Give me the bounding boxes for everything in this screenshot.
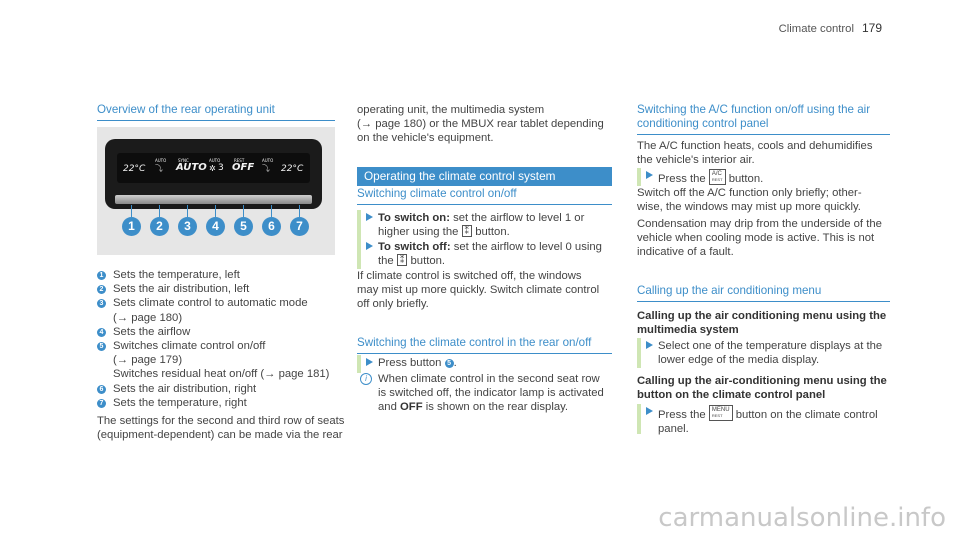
sub-heading-block <box>357 187 612 205</box>
rest-label: REST <box>234 158 245 163</box>
subheading-line: Calling up the air-conditioning menu using the <box>637 375 887 387</box>
step-press-menu <box>637 405 898 436</box>
mist-paragraph <box>357 269 617 312</box>
callout-number-6: 6 <box>262 217 281 236</box>
step-arrow-icon <box>646 407 653 415</box>
overview-heading-block <box>97 103 335 121</box>
step-text: button. <box>410 255 446 268</box>
paragraph-line: operating unit, the multimedia system <box>357 104 545 116</box>
item-number: 7 <box>97 399 106 408</box>
step-text: button. <box>475 226 510 239</box>
auto-small-label-3: AUTO <box>262 158 274 163</box>
heading-line: conditioning control panel <box>637 117 769 130</box>
step-press-button: Press button 5 . <box>357 356 618 370</box>
paragraph-line: Condensation may drip from the underside of the <box>637 218 882 230</box>
key-bottom-label: REST <box>711 413 723 418</box>
item-number: 1 <box>97 271 106 280</box>
callout-number-1: 1 <box>122 217 141 236</box>
callout-number-7: 7 <box>290 217 309 236</box>
legend-list <box>97 268 347 442</box>
step-arrow-icon <box>366 213 373 221</box>
step-text: Press the <box>658 173 706 185</box>
key-bottom-label: REST <box>711 177 723 182</box>
footer-watermark <box>0 503 960 533</box>
item-text: Sets the temperature, left <box>113 269 240 281</box>
fan-level-readout: 3 <box>218 163 224 173</box>
step-label: To switch off: <box>378 241 451 253</box>
paragraph-line: indicative of a fault. <box>637 246 734 259</box>
paragraph-line: vehicle when cooling mode is active. This is not <box>637 232 875 245</box>
item-number: 6 <box>97 385 106 394</box>
watermark-text: carmanualsonline.info <box>658 503 946 533</box>
multimedia-subheading <box>637 309 890 337</box>
callout-number-3: 3 <box>178 217 197 236</box>
paragraph-line: the vehicle's interior air. <box>637 154 755 167</box>
intro-paragraph <box>357 103 617 146</box>
off-display-label: OFF <box>400 401 423 414</box>
step-text: the <box>378 255 394 268</box>
ac-heading-block <box>637 103 890 135</box>
paragraph-line: may mist up more quickly. Switch climate control <box>357 284 600 297</box>
step-text: higher using the <box>378 226 459 239</box>
page-number: 179 <box>861 21 882 35</box>
callout-line <box>299 205 300 217</box>
paragraph-line: The settings for the second and third row of seats <box>97 415 345 428</box>
panel-button-strip <box>115 195 312 204</box>
ac-intro-paragraph <box>637 139 890 167</box>
info-line: When climate control in the second seat row <box>378 373 600 385</box>
settings-paragraph <box>97 414 347 442</box>
step-text: set the airflow to level 0 using <box>453 241 602 253</box>
subheading-line: button on the climate control panel <box>637 389 826 402</box>
right-temp-readout: 22°C <box>281 164 304 174</box>
step-arrow-icon <box>646 341 653 349</box>
fan-icon: ✲ <box>209 164 216 173</box>
info-line: and <box>378 401 397 414</box>
list-item <box>97 268 347 282</box>
sub-heading-rear: Switching the climate control in the rear on/off <box>357 336 592 349</box>
paragraph-line: If climate control is switched off, the windows <box>357 270 582 282</box>
callout-number-2: 2 <box>150 217 169 236</box>
running-header <box>779 21 882 36</box>
item-number: 2 <box>97 285 106 294</box>
auto-small-label-2: AUTO <box>209 158 221 163</box>
step-arrow-icon <box>366 242 373 250</box>
step-text: button on the climate control <box>735 409 878 421</box>
paragraph-line: (→ page 180) or the MBUX rear tablet depending <box>357 118 604 131</box>
list-item <box>97 325 347 339</box>
sub-heading-switching: Switching climate control on/off <box>357 187 517 200</box>
callout-number-5: 5 <box>234 217 253 236</box>
sub-heading-block <box>357 336 612 354</box>
step-switch-off <box>357 240 618 268</box>
step-text: Press the <box>658 409 706 421</box>
step-text: Select one of the temperature displays at the <box>658 340 883 352</box>
callout-line <box>131 205 132 217</box>
left-temp-readout: 22°C <box>123 164 146 174</box>
info-line: is shown on the rear display. <box>425 401 569 414</box>
ac-note-paragraph <box>637 186 890 214</box>
list-item <box>97 282 347 296</box>
condensation-paragraph <box>637 217 890 260</box>
item-text: Sets climate control to automatic mode <box>113 297 308 310</box>
panel-display <box>117 153 310 183</box>
list-item <box>97 339 347 382</box>
right-airflow-icon: ⤵ <box>262 164 270 173</box>
overview-heading: Overview of the rear operating unit <box>97 103 275 116</box>
sync-label: SYNC <box>178 158 189 163</box>
auto-small-label: AUTO <box>155 158 167 163</box>
step-press-ac <box>637 169 898 186</box>
airflow-key-icon: ⁑ <box>397 254 408 266</box>
left-airflow-icon: ⤵ <box>155 164 163 173</box>
item-page-ref[interactable]: (→ page 180) <box>113 311 183 324</box>
callout-line <box>215 205 216 217</box>
list-item <box>97 296 347 324</box>
item-extra-text: Switches residual heat on/off (→ page 181) <box>113 368 330 381</box>
key-top-label: A/C <box>711 171 722 177</box>
step-text: set the airflow to level 1 or <box>453 212 585 224</box>
paragraph-line: wise, the windows may mist up more quickly. <box>637 201 861 214</box>
item-text: Sets the temperature, right <box>113 396 247 409</box>
ac-key-icon <box>709 169 726 185</box>
step-switch-on <box>357 211 618 239</box>
paragraph-line: off only briefly. <box>357 298 429 311</box>
item-text: Sets the air distribution, right <box>113 382 257 395</box>
item-text: Sets the airflow <box>113 325 191 338</box>
paragraph-line: on the vehicle's equipment. <box>357 132 494 145</box>
paragraph-line: The A/C function heats, cools and dehumidifies <box>637 140 873 152</box>
auto-main-readout: AUTO <box>176 162 207 173</box>
section-title: Climate control <box>778 23 854 35</box>
off-readout: OFF <box>232 162 255 173</box>
info-line: is switched off, the indicator lamp is activated <box>378 387 604 400</box>
item-number: 5 <box>97 342 106 351</box>
section-bar: Operating the climate control system <box>357 167 612 186</box>
item-page-ref[interactable]: (→ page 179) <box>113 354 183 367</box>
item-number: 4 <box>97 328 106 337</box>
item-text: Sets the air distribution, left <box>113 283 250 296</box>
info-icon: i <box>360 373 372 385</box>
step-arrow-icon <box>646 171 653 179</box>
step-select-temp <box>637 339 898 367</box>
callout-line <box>243 205 244 217</box>
list-item <box>97 396 347 410</box>
callout-line <box>271 205 272 217</box>
airflow-key-icon: ⁑ <box>462 225 473 237</box>
subheading-line: multimedia system <box>637 324 739 337</box>
paragraph-line: (equipment-dependent) can be made via the rear <box>97 429 343 442</box>
menu-key-icon <box>709 405 733 421</box>
panel-body <box>105 139 322 209</box>
subheading-line: Calling up the air conditioning menu using the <box>637 310 887 322</box>
step-text: panel. <box>658 423 689 436</box>
rear-operating-unit-illustration <box>97 127 335 255</box>
info-note <box>357 372 638 415</box>
button-number-badge: 5 <box>445 359 454 368</box>
paragraph-line: Switch off the A/C function only briefly; other- <box>637 187 862 199</box>
panel-subheading <box>637 374 890 402</box>
callout-line <box>187 205 188 217</box>
callout-line <box>159 205 160 217</box>
item-text: Switches climate control on/off <box>113 340 266 353</box>
item-number: 3 <box>97 299 106 308</box>
step-arrow-icon <box>366 358 373 366</box>
step-text: button. <box>728 173 764 185</box>
step-label: To switch on: <box>378 212 450 224</box>
step-text: Press button <box>378 357 442 369</box>
menu-heading-block <box>637 284 890 302</box>
step-text: lower edge of the media display. <box>658 354 820 367</box>
list-item <box>97 382 347 396</box>
ac-heading <box>637 103 890 131</box>
menu-heading: Calling up the air conditioning menu <box>637 284 822 297</box>
key-top-label: MENU <box>711 407 730 413</box>
callout-number-4: 4 <box>206 217 225 236</box>
heading-line: Switching the A/C function on/off using the air <box>637 103 871 116</box>
